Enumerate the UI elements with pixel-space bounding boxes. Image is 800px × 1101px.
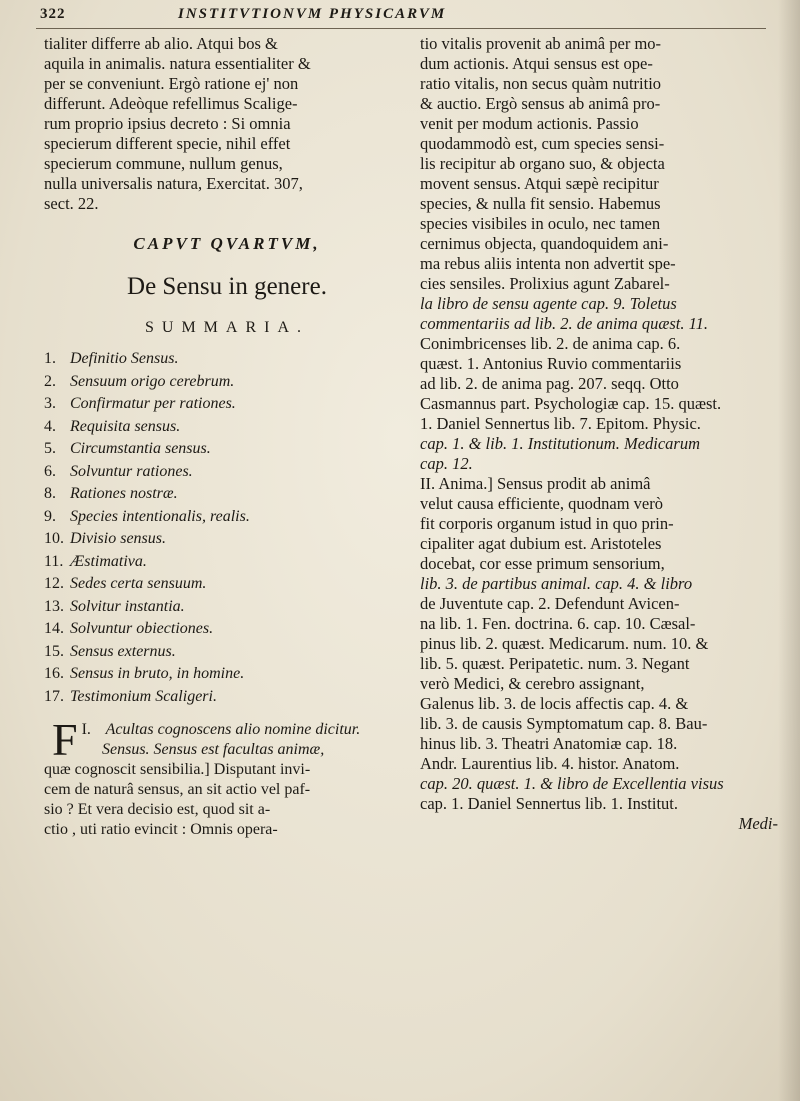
text-line: Conimbricenses lib. 2. de anima cap. 6. [420,334,681,353]
summary-list [44,348,410,708]
summary-item-text: Solvuntur obiectiones. [70,620,214,637]
text-line: cap. 20. quæst. 1. & libro de Excellentia visus [420,774,724,793]
text-line: specierum different specie, nihil effet [44,134,291,153]
summary-item [44,348,410,371]
summary-item-number: 9. [44,507,56,525]
text-line: per se conveniunt. Ergò ratione ej' non [44,74,299,93]
summary-item-text: Rationes nostræ. [70,485,178,502]
summary-item-text: Solvitur instantia. [70,597,185,615]
text-line: la libro de sensu agente cap. 9. Toletus [420,294,677,313]
summary-item [44,393,410,416]
page-header [40,4,780,28]
summary-item-number: 4. [44,417,56,435]
text-line: quodammodò est, cum species sensi- [420,134,665,153]
text-line: ad lib. 2. de anima pag. 207. seqq. Otto [420,374,679,393]
text-line: docebat, cor esse primum sensorium, [420,554,665,573]
text-line: species visibiles in oculo, nec tamen [420,214,661,233]
summary-item [44,371,410,394]
text-line: II. Anima.] Sensus prodit ab animâ [420,474,651,493]
summary-item-number: 1. [44,350,56,367]
page-edge-shadow [778,0,800,1101]
text-line: specierum commune, nullum genus, [44,154,283,173]
text-line: tio vitalis provenit ab animâ per mo- [420,34,662,53]
left-top-paragraph [44,34,410,214]
summary-item-text: Solvuntur rationes. [70,462,193,480]
summary-item-number: 11. [44,552,64,570]
text-line: hinus lib. 3. Theatri Anatomiæ cap. 18. [420,734,678,753]
text-line: quæ cognoscit sensibilia.] Disputant invi- [44,761,311,778]
text-line: sect. 22. [44,194,99,213]
summary-item [44,663,410,686]
summary-item [44,416,410,439]
catchword: Medi- [738,814,778,833]
right-column [420,34,778,834]
text-span: Sensus. Sensus est facultas animæ, [102,741,325,758]
text-line: venit per modum actionis. Passio [420,114,639,133]
text-line: Galenus lib. 3. de locis affectis cap. 4. & [420,694,689,713]
paragraph-number: I. [81,721,91,738]
paragraph-one [44,714,410,840]
summary-item-number: 17. [44,687,64,705]
text-line: rum proprio ipsius decreto : Si omnia [44,114,291,133]
text-line: quæst. 1. Antonius Ruvio commentariis [420,354,682,373]
text-line: Andr. Laurentius lib. 4. histor. Anatom. [420,754,680,773]
summary-item [44,551,410,574]
summary-item-number: 14. [44,620,64,637]
summary-item-number: 12. [44,575,64,592]
text-line: lib. 3. de partibus animal. cap. 4. & libro [420,574,693,593]
summary-item [44,461,410,484]
summary-item [44,686,410,709]
text-line: de Juventute cap. 2. Defendunt Avicen- [420,594,680,613]
text-line: differunt. Adeòque refellimus Scalige- [44,94,298,113]
summary-item-text: Sensus in bruto, in homine. [70,665,245,682]
summary-item-text: Sensus externus. [70,642,176,660]
text-line: cap. 1. Daniel Sennertus lib. 1. Institut. [420,794,678,813]
text-line: 1. Daniel Sennertus lib. 7. Epitom. Physic. [420,414,701,433]
text-line: cap. 1. & lib. 1. Institutionum. Medicarum [420,434,701,453]
summary-item-text: Testimonium Scaligeri. [70,687,217,705]
summary-item-text: Definitio Sensus. [70,350,179,367]
text-line: lib. 3. de causis Symptomatum cap. 8. Bau- [420,714,708,733]
text-line: cipaliter agat dubium est. Aristoteles [420,534,662,553]
text-line: commentariis ad lib. 2. de anima quæst. 11. [420,314,708,333]
text-line: verò Medici, & cerebro assignant, [420,674,645,693]
summary-item-text: Divisio sensus. [70,530,166,547]
text-line: lis recipitur ab organo suo, & objecta [420,154,665,173]
text-line: velut causa efficiente, quodnam verò [420,494,663,513]
chapter-heading: CAPVT QVARTVM, [133,234,321,253]
paragraph-lead: Acultas cognoscens alio nomine dicitur. [105,721,361,738]
summary-item-number: 3. [44,395,56,412]
summary-item [44,506,410,529]
summary-item-text: Sedes certa sensuum. [70,575,207,592]
text-line: cap. 12. [420,454,473,473]
summary-item [44,618,410,641]
text-line: cem de naturâ sensus, an sit actio vel paf- [44,781,311,798]
summary-item-number: 8. [44,485,56,502]
summary-item-number: 6. [44,462,56,480]
summary-item-text: Æstimativa. [70,552,147,570]
text-line: Casmannus part. Psychologiæ cap. 15. quæst. [420,394,722,413]
text-line: aquila in animalis. natura essentialiter & [44,54,311,73]
summary-item-number: 2. [44,372,56,390]
summary-item-text: Confirmatur per rationes. [70,395,236,412]
summary-item [44,596,410,619]
running-title: INSTITVTIONVM PHYSICARVM [178,6,447,22]
text-line: ma rebus aliis intenta non advertit spe- [420,254,676,273]
text-line: na lib. 1. Fen. doctrina. 6. cap. 10. Cæsal- [420,614,696,633]
text-line: species, & nulla fit sensio. Habemus [420,194,661,213]
text-line [44,740,410,760]
text-line: dum actionis. Atqui sensus est ope- [420,54,653,73]
text-line: sio ? Et vera decisio est, quod sit a- [44,801,271,818]
summary-item-number: 13. [44,597,64,615]
summary-item-number: 10. [44,530,64,547]
summary-item-number: 16. [44,665,64,682]
text-line: lib. 5. quæst. Peripatetic. num. 3. Negant [420,654,690,673]
text-line: fit corporis organum istud in quo prin- [420,514,674,533]
section-title: De Sensu in genere. [127,273,327,300]
summary-item [44,641,410,664]
text-line: ctio , uti ratio evincit : Omnis opera- [44,821,278,838]
text-line: tialiter differre ab alio. Atqui bos & [44,34,278,53]
page-number: 322 [40,6,66,22]
summaria-heading: SUMMARIA. [144,319,309,336]
left-column [44,34,410,840]
summary-item [44,573,410,596]
summary-item [44,438,410,461]
text-line: pinus lib. 2. quæst. Medicarum. num. 10. & [420,634,709,653]
text-line: cernimus objecta, quandoquidem ani- [420,234,669,253]
text-line: cies sensiles. Prolixius agunt Zabarel- [420,274,670,293]
text-line: movent sensus. Atqui sæpè recipitur [420,174,659,193]
summary-item-text: Sensuum origo cerebrum. [70,372,235,390]
text-line: nulla universalis natura, Exercitat. 307, [44,174,303,193]
drop-cap: F [52,714,78,765]
summary-item-text: Circumstantia sensus. [70,440,211,457]
summary-item [44,528,410,551]
summary-item [44,483,410,506]
text-line: & auctio. Ergò sensus ab animâ pro- [420,94,661,113]
summary-item-number: 15. [44,642,64,660]
text-line: ratio vitalis, non secus quàm nutritio [420,74,662,93]
header-rule [36,28,766,29]
summary-item-text: Species intentionalis, realis. [70,507,250,525]
summary-item-text: Requisita sensus. [70,417,181,435]
summary-item-number: 5. [44,440,56,457]
